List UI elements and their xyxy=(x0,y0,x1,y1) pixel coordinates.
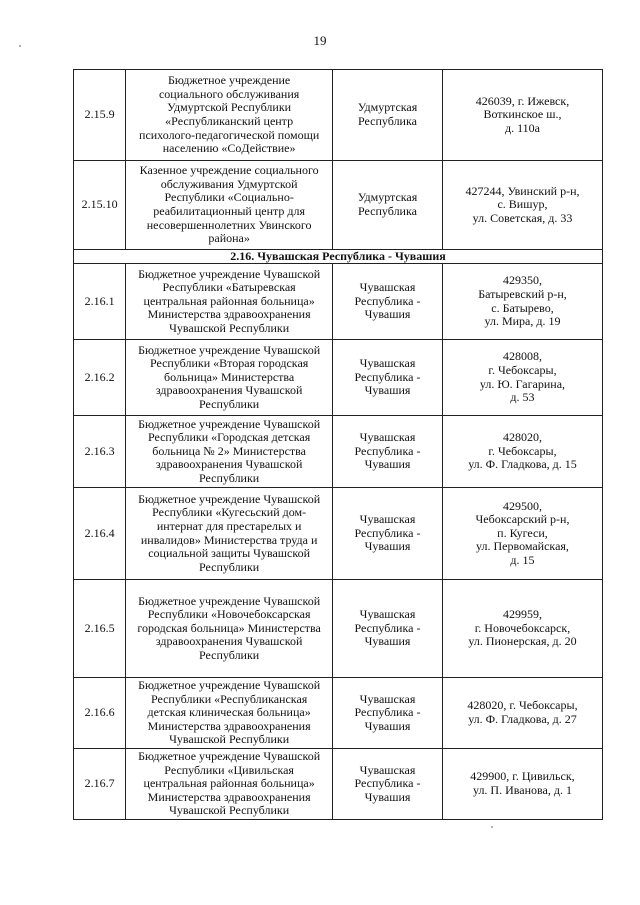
institution-name-line: Республики «Кугесьский дом- xyxy=(152,505,307,520)
institution-name-line: Чувашской Республики xyxy=(169,320,290,335)
table-row xyxy=(74,161,603,250)
region xyxy=(333,264,443,340)
row-number: 2.16.2 xyxy=(74,340,126,416)
institution-name xyxy=(126,748,333,819)
address-line: 427244, Увинский р-н, xyxy=(465,183,580,198)
address-line: д. 110а xyxy=(504,120,540,135)
institution-name-line: здравоохранения Чувашской xyxy=(155,457,303,472)
region-line: Республика - xyxy=(354,443,421,458)
address-line: Воткинское ш., xyxy=(483,107,562,122)
institution-name-line: Бюджетное учреждение Чувашской xyxy=(138,342,321,357)
address xyxy=(442,678,602,749)
institution-name-line: Республики xyxy=(199,470,260,485)
address-line: ул. Ф. Гладкова, д. 27 xyxy=(468,711,577,726)
address-line: ул. Советская, д. 33 xyxy=(472,210,573,225)
address xyxy=(442,161,602,250)
row-number: 2.16.3 xyxy=(74,416,126,488)
institution-name xyxy=(126,340,333,416)
institution-name-line: Республики «Вторая городская xyxy=(149,356,309,371)
section-title: 2.16. Чувашская Республика - Чувашия xyxy=(74,250,603,264)
region xyxy=(333,678,443,749)
region-line: Республика - xyxy=(354,293,421,308)
table-row xyxy=(74,340,603,416)
region xyxy=(333,70,443,161)
address xyxy=(442,416,602,488)
institution-name-line: Республики «Цивильская xyxy=(164,762,294,777)
region xyxy=(333,416,443,488)
address-line: г. Новочебоксарск, xyxy=(474,620,571,635)
row-number: 2.15.10 xyxy=(74,161,126,250)
institution-name-line: здравоохранения Чувашской xyxy=(155,383,303,398)
region xyxy=(333,161,443,250)
row-number: 2.16.6 xyxy=(74,678,126,749)
address xyxy=(442,264,602,340)
address-line: ул. Пионерская, д. 20 xyxy=(468,634,577,649)
institution-name-line: инвалидов» Министерства труда и xyxy=(140,532,318,547)
institution-name-line: Республики «Батыревская xyxy=(162,280,296,295)
section-header-row xyxy=(74,250,603,264)
address-line: г. Чебоксары, xyxy=(488,443,557,458)
institution-name-line: больница № 2» Министерства xyxy=(152,443,306,458)
address-line: Чебоксарский р-н, xyxy=(475,512,570,527)
institution-name-line: несовершеннолетних Увинского xyxy=(146,217,312,232)
institution-name-line: Бюджетное учреждение Чувашской xyxy=(138,491,321,506)
region xyxy=(333,340,443,416)
region-line: Республика - xyxy=(354,369,421,384)
institution-name xyxy=(126,488,333,580)
address-line: г. Чебоксары, xyxy=(488,362,557,377)
region xyxy=(333,748,443,819)
institution-name-line: Министерства здравоохранения xyxy=(147,307,311,322)
institution-name-line: Чувашской Республики xyxy=(169,803,290,818)
address-line: 428020, xyxy=(502,430,542,445)
address-line: п. Кугеси, xyxy=(497,525,548,540)
institution-name-line: Чувашской Республики xyxy=(169,732,290,747)
institution-name xyxy=(126,264,333,340)
table-row xyxy=(74,416,603,488)
address-line: с. Батырево, xyxy=(491,300,554,315)
region-line: Республика - xyxy=(354,705,421,720)
address-line: 429959, xyxy=(502,607,542,622)
scan-speck xyxy=(491,826,493,828)
institution-name-line: Бюджетное учреждение Чувашской xyxy=(138,678,321,692)
address-line: ул. Ю. Гагарина, xyxy=(479,376,566,391)
institution-name-line: социальной защиты Чувашской xyxy=(148,546,311,561)
institution-name-line: центральная районная больница» xyxy=(143,293,315,308)
region-line: Республика - xyxy=(354,620,421,635)
address-line: ул. П. Иванова, д. 1 xyxy=(472,782,572,797)
address xyxy=(442,488,602,580)
institution-name-line: Удмуртской Республики xyxy=(167,100,292,115)
region-line: Чувашская xyxy=(359,280,416,295)
table-row xyxy=(74,264,603,340)
region-line: Удмуртская xyxy=(357,190,418,205)
institution-name xyxy=(126,161,333,250)
institution-name xyxy=(126,416,333,488)
region-line: Чувашская xyxy=(359,512,416,527)
scan-speck xyxy=(19,45,21,47)
region-line: Чувашская xyxy=(359,607,416,622)
institution-name-line: Бюджетное учреждение xyxy=(168,73,291,88)
address-line: 426039, г. Ижевск, xyxy=(475,93,570,108)
institutions-table xyxy=(73,69,603,820)
address-line: 428008, xyxy=(502,349,542,364)
institutions-table-body xyxy=(74,70,603,820)
address-line: с. Вишур, xyxy=(497,197,548,212)
institution-name-line: Республики xyxy=(199,396,260,411)
address xyxy=(442,580,602,678)
institution-name-line: Республики «Новочебоксарская xyxy=(147,607,311,622)
institution-name-line: Бюджетное учреждение Чувашской xyxy=(138,748,321,763)
institution-name-line: Министерства здравоохранения xyxy=(147,789,311,804)
row-number: 2.16.7 xyxy=(74,748,126,819)
region-line: Чувашия xyxy=(364,634,411,649)
institution-name-line: Республики xyxy=(199,647,260,662)
institution-name-line: района» xyxy=(208,231,250,246)
address-line: ул. Мира, д. 19 xyxy=(484,314,561,329)
institution-name-line: больница» Министерства xyxy=(164,369,295,384)
institution-name-line: Республики «Городская детская xyxy=(147,430,311,445)
region-line: Республика xyxy=(358,204,417,218)
row-number: 2.16.5 xyxy=(74,580,126,678)
region-line: Чувашия xyxy=(364,383,411,398)
region-line: Республика xyxy=(358,114,417,128)
row-number: 2.16.4 xyxy=(74,488,126,580)
region-line: Чувашия xyxy=(364,789,411,804)
institution-name-line: Бюджетное учреждение Чувашской xyxy=(138,266,321,281)
address-line: д. 53 xyxy=(510,390,535,405)
region xyxy=(333,488,443,580)
address-line: д. 15 xyxy=(510,552,535,567)
region-line: Чувашия xyxy=(364,539,411,554)
institution-name-line: детская клиническая больница» xyxy=(147,705,311,720)
address-line: ул. Первомайская, xyxy=(476,539,569,554)
institution-name xyxy=(126,678,333,749)
institution-name-line: Республики «Республиканская xyxy=(150,691,308,706)
page-number: 19 xyxy=(313,33,327,48)
address-line: 429900, г. Цивильск, xyxy=(470,769,575,784)
region xyxy=(333,580,443,678)
institution-name-line: реабилитационный центр для xyxy=(153,204,306,218)
table-row xyxy=(74,678,603,749)
row-number: 2.16.1 xyxy=(74,264,126,340)
address-line: 429350, xyxy=(502,273,542,288)
institution-name-line: здравоохранения Чувашской xyxy=(155,634,303,649)
region-line: Чувашия xyxy=(364,718,411,733)
address-line: 429500, xyxy=(502,498,542,513)
address-line: ул. Ф. Гладкова, д. 15 xyxy=(468,457,577,472)
institution-name-line: Казенное учреждение социального xyxy=(139,163,319,178)
institution-name-line: психолого-педагогической помощи xyxy=(139,127,320,142)
table-row xyxy=(74,488,603,580)
region-line: Чувашская xyxy=(359,762,416,777)
institution-name-line: Бюджетное учреждение Чувашской xyxy=(138,416,321,431)
region-line: Республика - xyxy=(354,776,421,791)
institution-name-line: Бюджетное учреждение Чувашской xyxy=(138,593,321,608)
institution-name xyxy=(126,580,333,678)
address xyxy=(442,340,602,416)
region-line: Удмуртская xyxy=(357,100,418,115)
table-row xyxy=(74,70,603,161)
table-row xyxy=(74,748,603,819)
institution-name xyxy=(126,70,333,161)
region-line: Чувашия xyxy=(364,457,411,472)
region-line: Чувашия xyxy=(364,307,411,322)
region-line: Чувашская xyxy=(359,691,416,706)
institution-name-line: «Республиканский центр xyxy=(165,114,294,128)
institution-name-line: интернат для престарелых и xyxy=(156,518,302,533)
address xyxy=(442,70,602,161)
institution-name-line: населению «СоДействие» xyxy=(162,141,296,156)
address xyxy=(442,748,602,819)
institution-name-line: обслуживания Удмуртской xyxy=(160,176,298,191)
institution-name-line: Министерства здравоохранения xyxy=(147,718,311,733)
region-line: Республика - xyxy=(354,525,421,540)
table-row xyxy=(74,580,603,678)
address-line: Батыревский р-н, xyxy=(478,286,567,301)
institution-name-line: Республики xyxy=(199,559,260,574)
institution-name-line: Республики «Социально- xyxy=(164,190,294,205)
region-line: Чувашская xyxy=(359,430,416,445)
address-line: 428020, г. Чебоксары, xyxy=(467,698,578,713)
row-number: 2.15.9 xyxy=(74,70,126,161)
institution-name-line: городская больница» Министерства xyxy=(137,620,321,635)
institution-name-line: центральная районная больница» xyxy=(143,776,315,791)
region-line: Чувашская xyxy=(359,356,416,371)
institution-name-line: социального обслуживания xyxy=(158,86,300,101)
